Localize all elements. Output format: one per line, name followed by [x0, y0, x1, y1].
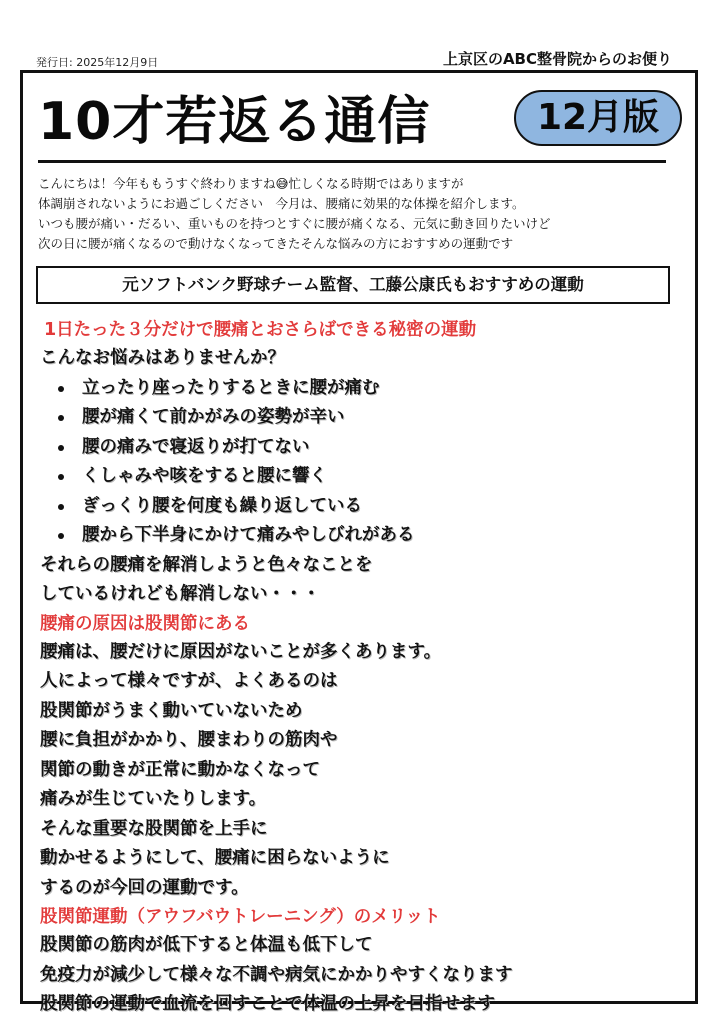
- section-heading-cause: 腰痛の原因は股関節にある: [40, 613, 250, 634]
- body-line: 免疫力が減少して様々な不調や病気にかかりやすくなります: [40, 964, 513, 985]
- list-item-text: ぎっくり腰を何度も繰り返している: [82, 495, 362, 516]
- list-item: [40, 433, 690, 463]
- body-line: 腰痛は、腰だけに原因がないことが多くあります。: [40, 641, 442, 662]
- title-row: [38, 86, 678, 158]
- section-heading-exercise: 1日たった３分だけで腰痛とおさらばできる秘密の運動: [44, 320, 477, 340]
- body-line: 股関節がうまく動いていないため: [40, 700, 303, 721]
- body-line: そんな重要な股関節を上手に: [40, 818, 268, 839]
- list-item-text: くしゃみや咳をすると腰に響く: [82, 466, 327, 486]
- newsletter-title: 10才若返る通信: [38, 92, 431, 152]
- bullet-icon: [58, 386, 64, 392]
- worries-list: [40, 374, 690, 551]
- main-content: [40, 316, 690, 1020]
- list-item: [40, 462, 690, 492]
- body-line: 関節の動きが正常に動かなくなって: [40, 759, 320, 780]
- body-line: するのが今回の運動です。: [40, 877, 249, 898]
- list-item: [40, 521, 690, 551]
- intro-line: 次の日に腰が痛くなるので動けなくなってきたそんな悩みの方におすすめの運動です: [38, 236, 514, 251]
- list-item: [40, 374, 690, 404]
- bullet-icon: [58, 415, 64, 421]
- bullet-icon: [58, 474, 64, 480]
- list-item-text: 立ったり座ったりするときに腰が痛む: [82, 377, 380, 398]
- clinic-name: 上京区のABC整骨院からのお便り: [442, 50, 672, 68]
- month-badge: 12月版: [514, 90, 682, 146]
- list-item-text: 腰が痛くて前かがみの姿勢が辛い: [82, 407, 345, 427]
- body-line: 腰に負担がかかり、腰まわりの筋肉や: [40, 730, 338, 750]
- list-item: [40, 492, 690, 522]
- worries-question: こんなお悩みはありませんか？: [40, 348, 285, 368]
- intro-line: こんにちは！今年ももうすぐ終わりますね😅忙しくなる時期ではありますが: [38, 176, 464, 191]
- title-divider: [38, 160, 666, 163]
- list-item-text: 腰から下半身にかけて痛みやしびれがある: [82, 525, 415, 545]
- body-line: 股関節の筋肉が低下すると体温も低下して: [40, 935, 373, 955]
- intro-text: [38, 174, 688, 254]
- list-item: [40, 403, 690, 433]
- issue-date: 発行日: 2025年12月9日: [36, 56, 159, 69]
- intro-line: いつも腰が痛い・だるい、重いものを持つとすぐに腰が痛くなる、元気に動き回りたいけど: [38, 216, 551, 231]
- bullet-icon: [58, 533, 64, 539]
- body-line: それらの腰痛を解消しようと色々なことを: [40, 554, 373, 575]
- body-line: しているけれども解消しない・・・: [40, 584, 320, 604]
- recommend-box: 元ソフトバンク野球チーム監督、工藤公康氏もおすすめの運動: [36, 266, 670, 304]
- body-line: 人によって様々ですが、よくあるのは: [40, 671, 338, 691]
- body-line: 痛みが生じていたりします。: [40, 789, 267, 809]
- bullet-icon: [58, 504, 64, 510]
- body-line: 股関節の運動で血流を回すことで体温の上昇を目指せます: [40, 994, 495, 1014]
- bullet-icon: [58, 445, 64, 451]
- list-item-text: 腰の痛みで寝返りが打てない: [82, 436, 310, 457]
- intro-line: 体調崩されないようにお過ごしください 今月は、腰痛に効果的な体操を紹介します。: [38, 196, 525, 211]
- body-line: 動かせるようにして、腰痛に困らないように: [40, 848, 390, 868]
- section-heading-merit: 股関節運動（アウフバウトレーニング）のメリット: [40, 907, 441, 927]
